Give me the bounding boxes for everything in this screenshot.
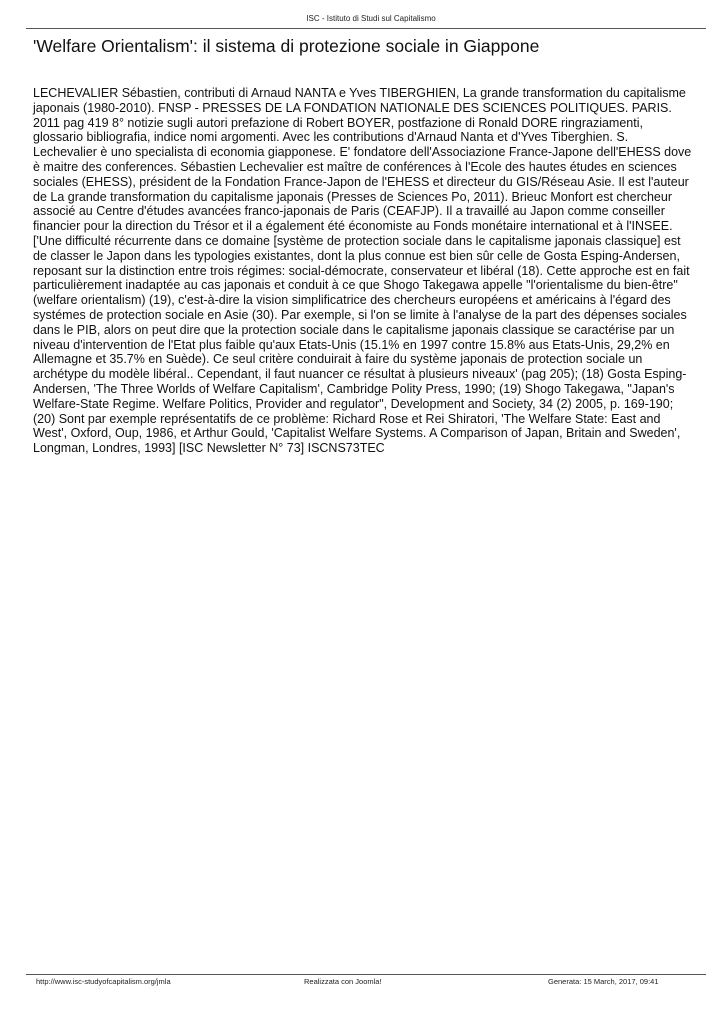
footer-powered-by: Realizzata con Joomla! (304, 977, 382, 986)
page-header-site-name: ISC - Istituto di Studi sul Capitalismo (306, 14, 436, 23)
article-title: 'Welfare Orientalism': il sistema di protezione sociale in Giappone (33, 36, 540, 56)
footer-generated-date: Generata: 15 March, 2017, 09:41 (548, 977, 659, 986)
footer-url-link[interactable]: http://www.isc-studyofcapitalism.org/jmla (36, 977, 171, 986)
article-body: LECHEVALIER Sébastien, contributi di Arnaud NANTA e Yves TIBERGHIEN, La grande transformation du capitalisme japonais (1980-2010). FNSP - PRESSES DE LA FONDATION NATIONALE DES SCIENCES POLITIQUES. PARIS. 2011 pag 419 8° notizie sugli autori prefazione di Robert BOYER, postfazione di Ronald DORE ringraziamenti, glossario bibliografia, indice nomi argomenti. Avec les contributions d'Arnaud Nanta et d'Yves Tiberghien. S. Lechevalier è uno specialista di economia giapponese. E' fondatore dell'Associazione France-Japone dell'EHESS dove è maitre des conferences. Sébastien Lechevalier est maître de conférences à l'Ecole des hautes études en sciences sociales (EHESS), président de la Fondation France-Japon de l'EHESS et directeur du GIS/Réseau Asie. Il est l'auteur de La grande transformation du capitalisme japonais (Presses de Sciences Po, 2011). Brieuc Monfort est chercheur associé au Centre d'études avancées franco-japonais de Paris (CEAFJP). Il a travaillé au Japon comme conseiller financier pour la direction du Trésor et il a également été économiste au Fonds monétaire international et à l'INSEE. ['Une difficulté récurrente dans ce domaine [système de protection sociale dans le capitalisme japonais classique] est de classer le Japon dans les typologies existantes, dont la plus connue est bien sûr celle de Gosta Esping-Andersen, reposant sur la distinction entre trois régimes: social-démocrate, conservateur et libéral (18). Cette approche est en fait particulièrement inadaptée au cas japonais et conduit à ce que Shogo Takegawa appelle "l'orientalisme du bien-être" (welfare orientalism) (19), c'est-à-dire la vision simplificatrice des chercheurs européens et américains à l'égard des systémes de protection sociale en Asie (30). Par exemple, si l'on se limite à l'analyse de la part des dépenses sociales dans le PIB, alors on peut dire que la protection sociale dans le capitalisme japonais classique se caractérise par un niveau d'intervention de l'Etat plus faible qu'aux Etats-Unis (15.1% en 1997 contre 15.8% aus Etats-Unis, 29,2% en Allemagne et 35.7% en Suède). Ce seul critère conduirait à faire du système japonais de protection sociale un archétype du modèle libéral.. Cependant, il faut nuancer ce résultat à plusieurs niveaux' (pag 205); (18) Gosta Esping-Andersen, 'The Three Worlds of Welfare Capitalism', Cambridge Polity Press, 1990; (19) Shogo Takegawa, "Japan's Welfare-State Regime. Welfare Politics, Provider and regulator", Development and Society, 34 (2) 2005, p. 169-190; (20) Sont par exemple représentatifs de ce problème: Richard Rose et Rei Shiratori, 'The Welfare State: East and West', Oxford, Oup, 1986, et Arthur Gould, 'Capitalist Welfare Systems. A Comparison of Japan, Britain and Sweden', Longman, Londres, 1993] [ISC Newsletter N° 73] ISCNS73TEC (33, 86, 692, 456)
footer-divider (26, 974, 706, 975)
header-divider (26, 28, 706, 29)
